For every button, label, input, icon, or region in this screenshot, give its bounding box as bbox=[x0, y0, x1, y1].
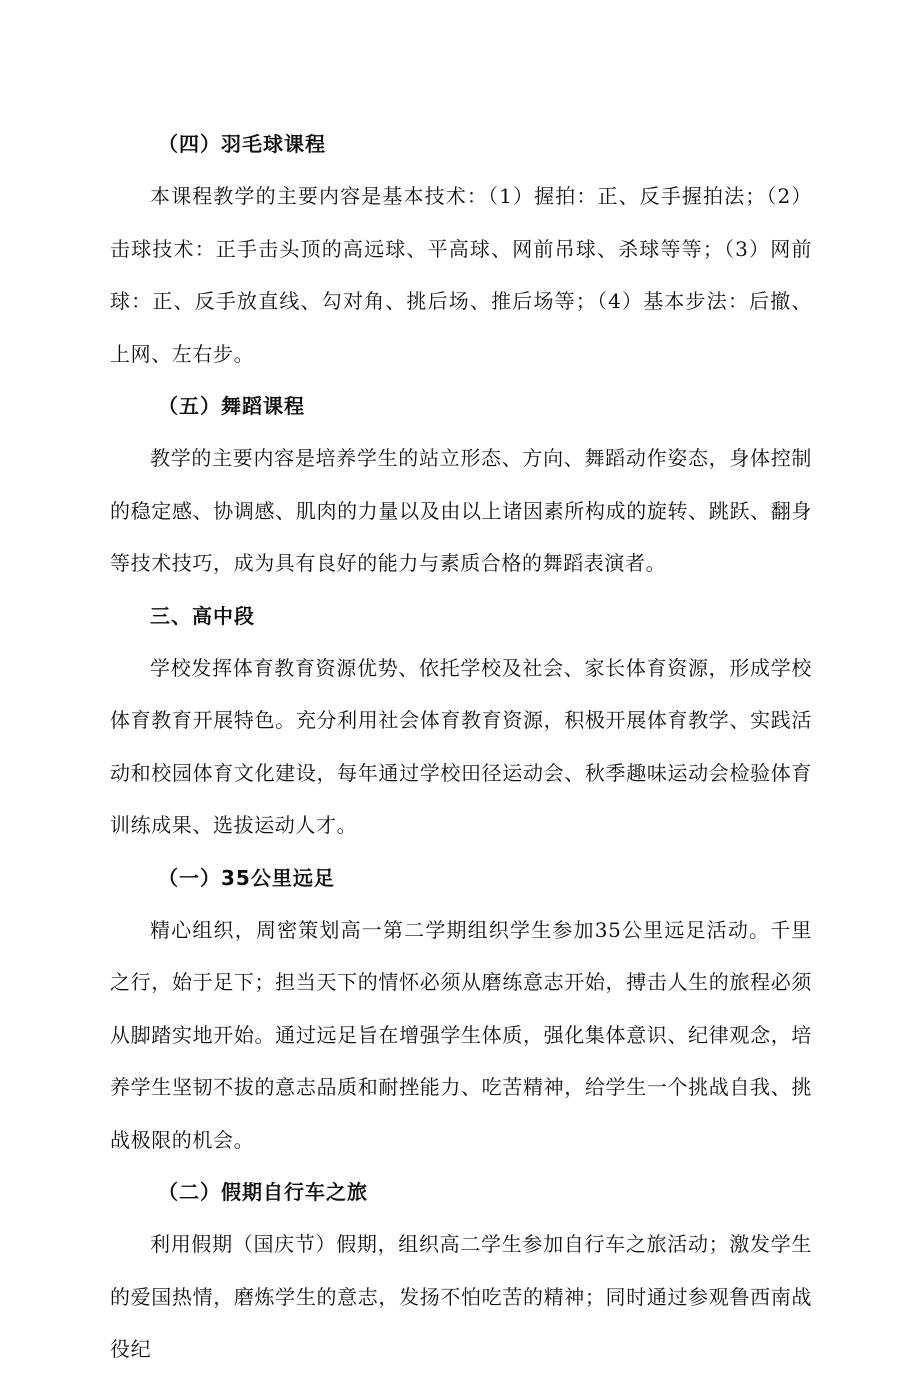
section-heading-bike-tour: （二）假期自行车之旅 bbox=[158, 1180, 368, 1204]
section-paragraph-badminton: 本课程教学的主要内容是基本技术：（1）握拍：正、反手握拍法；（2）击球技术：正手击头顶的高远球、平高球、网前吊球、杀球等等；（3）网前球：正、反手放直线、勾对角、挑后场、推后场等；（4）基本步法：后撤、上网、左右步。 bbox=[110, 184, 812, 366]
section-paragraph-hiking: 精心组织，周密策划高一第二学期组织学生参加35公里远足活动。千里之行，始于足下；担当天下的情怀必须从磨练意志开始，搏击人生的旅程必须从脚踏实地开始。通过远足旨在增强学生体质，强化集体意识、纪律观念，培养学生坚韧不拔的意志品质和耐挫能力、吃苦精神，给学生一个挑战自我、挑战极限的机会。 bbox=[110, 917, 812, 1152]
section-heading-high-school: 三、高中段 bbox=[150, 603, 255, 628]
section-paragraph-bike-tour: 利用假期（国庆节）假期，组织高二学生参加自行车之旅活动；激发学生的爱国热情，磨炼学生的意志，发扬不怕吃苦的精神；同时通过参观鲁西南战役纪 bbox=[110, 1232, 812, 1361]
section-heading-badminton: （四）羽毛球课程 bbox=[158, 132, 326, 156]
document-page bbox=[110, 118, 812, 1376]
section-heading-hiking: （一）35公里远足 bbox=[158, 865, 335, 890]
section-heading-dance: （五）舞蹈课程 bbox=[158, 394, 305, 418]
section-paragraph-high-school: 学校发挥体育教育资源优势、依托学校及社会、家长体育资源，形成学校体育教育开展特色。充分利用社会体育教育资源，积极开展体育教学、实践活动和校园体育文化建设，每年通过学校田径运动会、秋季趣味运动会检验体育训练成果、选拔运动人才。 bbox=[110, 655, 812, 837]
section-paragraph-dance: 教学的主要内容是培养学生的站立形态、方向、舞蹈动作姿态，身体控制的稳定感、协调感、肌肉的力量以及由以上诸因素所构成的旋转、跳跃、翻身等技术技巧，成为具有良好的能力与素质合格的舞蹈表演者。 bbox=[110, 446, 812, 575]
